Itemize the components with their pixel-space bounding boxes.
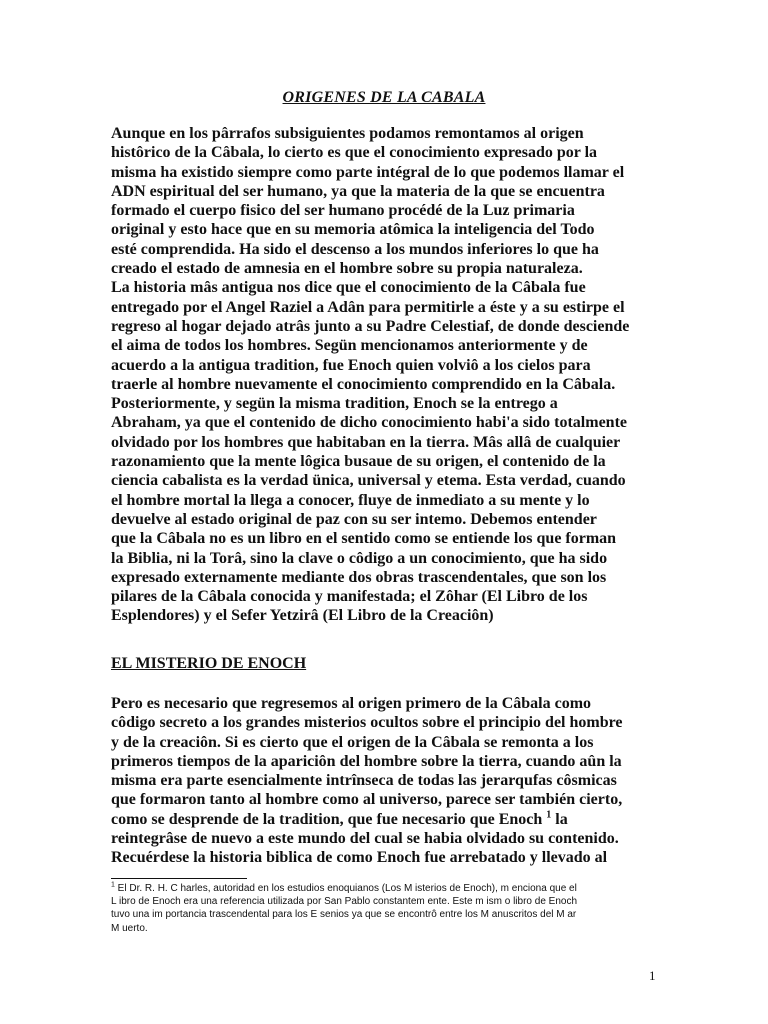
footnote-reference[interactable]: 1 xyxy=(546,809,552,821)
text-line: Abraham, ya que el contenido de dicho conocimiento habi'a sido totalmente xyxy=(111,414,628,432)
text-line: el hombre mortal la llega a conocer, fluye de inmediato a su mente y lo xyxy=(111,491,590,509)
footnote-line: L ibro de Enoch era una referencia utilizada por San Pablo constantem ente. Este m ism o libro de Enoch xyxy=(111,896,578,908)
text-line: formado el cuerpo fisico del ser humano procédé de la Luz primaria xyxy=(111,202,575,220)
text-line: acuerdo a la antigua tradition, fue Enoch quien volviô a los cielos para xyxy=(111,356,591,374)
text-line: que la Câbala no es un libro en el sentido como se entiende los que forman xyxy=(111,530,617,548)
text-line: razonamiento que la mente lôgica busaue de su origen, el contenido de la xyxy=(111,453,606,471)
text-line: y de la creaciôn. Si es cierto que el origen de la Câbala se remonta a los xyxy=(111,733,594,751)
text-line: olvidado por los hombres que habitaban en la tierra. Mâs allâ de cualquier xyxy=(111,433,621,451)
text-line: el aima de todos los hombres. Segün mencionamos anteriormente y de xyxy=(111,337,588,355)
text-line: misma ha existido siempre como parte intégral de lo que podemos llamar el xyxy=(111,163,625,181)
paragraph-origins xyxy=(111,124,659,626)
text-line: esté comprendida. Ha sido el descenso a los mundos inferiores lo que ha xyxy=(111,240,599,258)
text-line: traerle al hombre nuevamente el conocimiento comprendido en la Câbala. xyxy=(111,375,616,393)
text-line-with-footnote-ref: como se desprende de la tradition, que fue necesario que Enoch $^1$ la xyxy=(111,809,568,828)
text-line: creado el estado de amnesia en el hombre sobre su propia naturaleza. xyxy=(111,260,583,278)
text-line: Recuérdese la historia biblica de como Enoch fue arrebatado y llevado al xyxy=(111,849,608,867)
footnote-line: tuvo una im portancia trascendental para los E senios ya que se encontrô entre los M anuscritos del M ar xyxy=(111,909,577,921)
text-line: histôrico de la Câbala, lo cierto es que el conocimiento expresado por la xyxy=(111,144,598,162)
footnote xyxy=(111,882,659,935)
footnote-separator xyxy=(111,878,247,879)
text-line: la Biblia, ni la Torâ, sino la clave o côdigo a un conocimiento, que ha sido xyxy=(111,549,608,567)
text-line: devuelve al estado original de paz con su ser intemo. Debemos entender xyxy=(111,510,597,528)
footnote-marker: 1 xyxy=(111,881,115,889)
paragraph-text xyxy=(111,694,659,868)
text-line: Aunque en los pârrafos subsiguientes podamos remontamos al origen xyxy=(111,125,584,142)
text-line: original y esto hace que en su memoria atômica la inteligencia del Todo xyxy=(111,221,595,239)
text-line: Esplendores) y el Sefer Yetzirâ (El Libro de la Creaciôn) xyxy=(111,607,494,625)
text-line: ADN espiritual del ser humano, ya que la materia de la que se encuentra xyxy=(111,182,605,200)
text-line: côdigo secreto a los grandes misterios ocultos sobre el principio del hombre xyxy=(111,714,623,732)
text-line: regreso al hogar dejado atrâs junto a su Padre Celestiaf, de donde desciende xyxy=(111,317,630,335)
text-line: ciencia cabalista es la verdad ünica, universal y etema. Esta verdad, cuando xyxy=(111,472,626,490)
text-line: Posteriormente, y segün la misma tradition, Enoch se la entrego a xyxy=(111,395,558,413)
text-line: expresado externamente mediante dos obras trascendentales, que son los xyxy=(111,568,607,586)
section-heading: EL MISTERIO DE ENOCH xyxy=(111,655,307,672)
text-line: que formaron tanto al hombre como al universo, parece ser también cierto, xyxy=(111,791,623,809)
text-line: misma era parte esencialmente intrînseca de todas las jerarqufas côsmicas xyxy=(111,772,617,790)
paragraph-text xyxy=(111,124,659,626)
text-line: primeros tiempos de la apariciôn del hombre sobre la tierra, cuando aûn la xyxy=(111,752,622,770)
paragraph-enoch xyxy=(111,694,659,868)
footnote-line: M uerto. xyxy=(111,922,148,934)
footnote-line: $^1$ El Dr. R. H. C harles, autoridad en los estudios enoquianos (Los M isterios de Enoch), m enciona que el xyxy=(111,881,577,894)
document-title: ORIGENES DE LA CABALA xyxy=(282,89,486,106)
text-line: Pero es necesario que regresemos al origen primero de la Câbala como xyxy=(111,695,592,712)
text-line: pilares de la Câbala conocida y manifestada; el Zôhar (El Libro de los xyxy=(111,588,588,606)
page-number: 1 xyxy=(649,968,656,983)
text-line: reintegrâse de nuevo a este mundo del cual se habia olvidado su contenido. xyxy=(111,830,619,848)
text-line: entregado por el Angel Raziel a Adân para permitirle a éste y a su estirpe el xyxy=(111,298,625,316)
text-line: La historia mâs antigua nos dice que el conocimiento de la Câbala fue xyxy=(111,279,586,297)
